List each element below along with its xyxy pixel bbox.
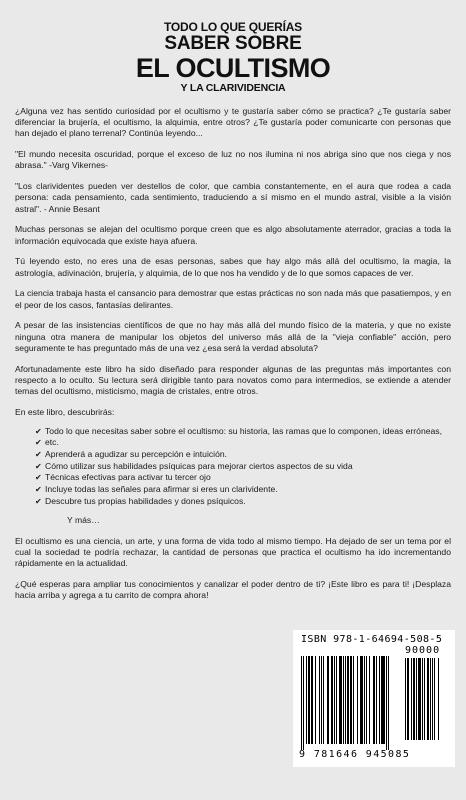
isbn-label: ISBN 978-1-64694-508-5 <box>301 634 443 645</box>
paragraph-discover: En este libro, descubrirás: <box>15 406 115 417</box>
blurb <box>15 106 451 611</box>
list-more: Y más… <box>67 515 100 526</box>
paragraph-book: Afortunadamente este libro ha sido diseñado para responder algunas de las preguntas más importantes con respecto a lo oculto. Su lectura será dirigible tanto para novatos como para intermedios, se extiende a atender temas del ocultismo, misticismo, magia de cristales, entre otros. <box>15 363 451 397</box>
checkmark-icon: ✔ <box>35 473 42 483</box>
checkmark-icon: ✔ <box>35 461 42 471</box>
list-item: ✔ Técnicas efectivas para activar tu tercer ojo <box>35 472 211 483</box>
cover-title <box>0 20 466 94</box>
title-line-1: TODO LO QUE QUERÍAS <box>164 20 302 34</box>
title-line-3: EL OCULTISMO <box>135 53 331 83</box>
list-item: ✔ etc. <box>35 437 59 448</box>
checkmark-icon: ✔ <box>35 426 42 436</box>
list-item: ✔ Cómo utilizar sus habilidades psíquicas para mejorar ciertos aspectos de su vida <box>35 460 353 471</box>
title-line-4: Y LA CLARIVIDENCIA <box>180 82 286 94</box>
checkmark-icon: ✔ <box>35 496 42 506</box>
paragraph-intro: ¿Alguna vez has sentido curiosidad por el ocultismo y te gustaría saber cómo se practica? ¿Te gustaría saber diferenciar la brujería, el ocultismo, la alquimia, entre otros? ¿Te gustaría poder comunicarte con personas que han dejado el plano terrenal? Continúa leyendo... <box>15 106 451 139</box>
checkmark-icon: ✔ <box>35 450 42 460</box>
price-code: 90000 <box>405 645 441 656</box>
feature-list <box>15 426 451 507</box>
quote-besant: "Los clarividentes pueden ver destellos de color, que cambia constantemente, en el aura que rodea a cada persona: cada pensamiento, cada sentimiento, traduciendo a sí mismo en el mundo astral, visible a la visión astral". - Annie Besant <box>15 181 451 214</box>
paragraph-reader: Tú leyendo esto, no eres una de esas personas, sabes que hay algo más allá del ocultismo, la magia, la astrología, adivinación, brujería, y alquimia, de lo que nos ha vendido y de lo que somos capaces de ver. <box>15 256 451 278</box>
paragraph-doubt: A pesar de las insistencias científicos de que no hay más allá del mundo físico de la materia, y que no existe ninguna otra manera de manipular los objetos del universo más allá de la "vieja confiable" acción, pero seguramente te has preguntado más de una vez ¿esa será la verdad absoluta? <box>15 320 451 353</box>
paragraph-science: La ciencia trabaja hasta el cansancio para demostrar que estas prácticas no son nada más que pasatiempos, y en el peor de los casos, fantasías delirantes. <box>15 288 451 310</box>
list-item: ✔ Todo lo que necesitas saber sobre el ocultismo: su historia, las ramas que lo componen, ideas erróneas, <box>35 425 442 436</box>
ean-digits: 9 781646 945085 <box>299 749 411 760</box>
list-item: ✔ Aprenderá a agudizar su percepción e intuición. <box>35 449 228 460</box>
checkmark-icon: ✔ <box>35 485 42 495</box>
paragraph-call-to-action: ¿Qué esperas para ampliar tus conocimientos y canalizar el poder dentro de ti? ¡Este libro es para ti! ¡Desplaza hacia arriba y agrega a tu carrito de compra ahora! <box>15 579 451 601</box>
paragraph-science-art: El ocultismo es una ciencia, un arte, y una forma de vida todo al mismo tiempo. Ha dejado de ser un tema por el cual la sociedad te podría rechazar, la cantidad de personas que practica el ocultismo ha ido incrementando rápidamente en la actualidad. <box>15 535 451 569</box>
quote-vikernes: "El mundo necesita oscuridad, porque el exceso de luz no nos ilumina ni nos abriga sino que nos ciega y nos abrasa." -Varg Vikernes- <box>15 149 451 171</box>
paragraph-fear: Muchas personas se alejan del ocultismo porque creen que es algo absolutamente aterrador, gracias a toda la información equivocada que existe haya afuera. <box>15 224 451 246</box>
ean-barcode-bars <box>301 656 401 750</box>
checkmark-icon: ✔ <box>35 438 42 448</box>
price-barcode-bars <box>405 658 449 746</box>
list-item: ✔ Descubre tus propias habilidades y dones psíquicos. <box>35 495 246 506</box>
isbn-barcode <box>293 630 455 767</box>
title-line-2: SABER SOBRE <box>164 33 302 54</box>
list-item: ✔ Incluye todas las señales para afirmar si eres un clarividente. <box>35 484 278 495</box>
